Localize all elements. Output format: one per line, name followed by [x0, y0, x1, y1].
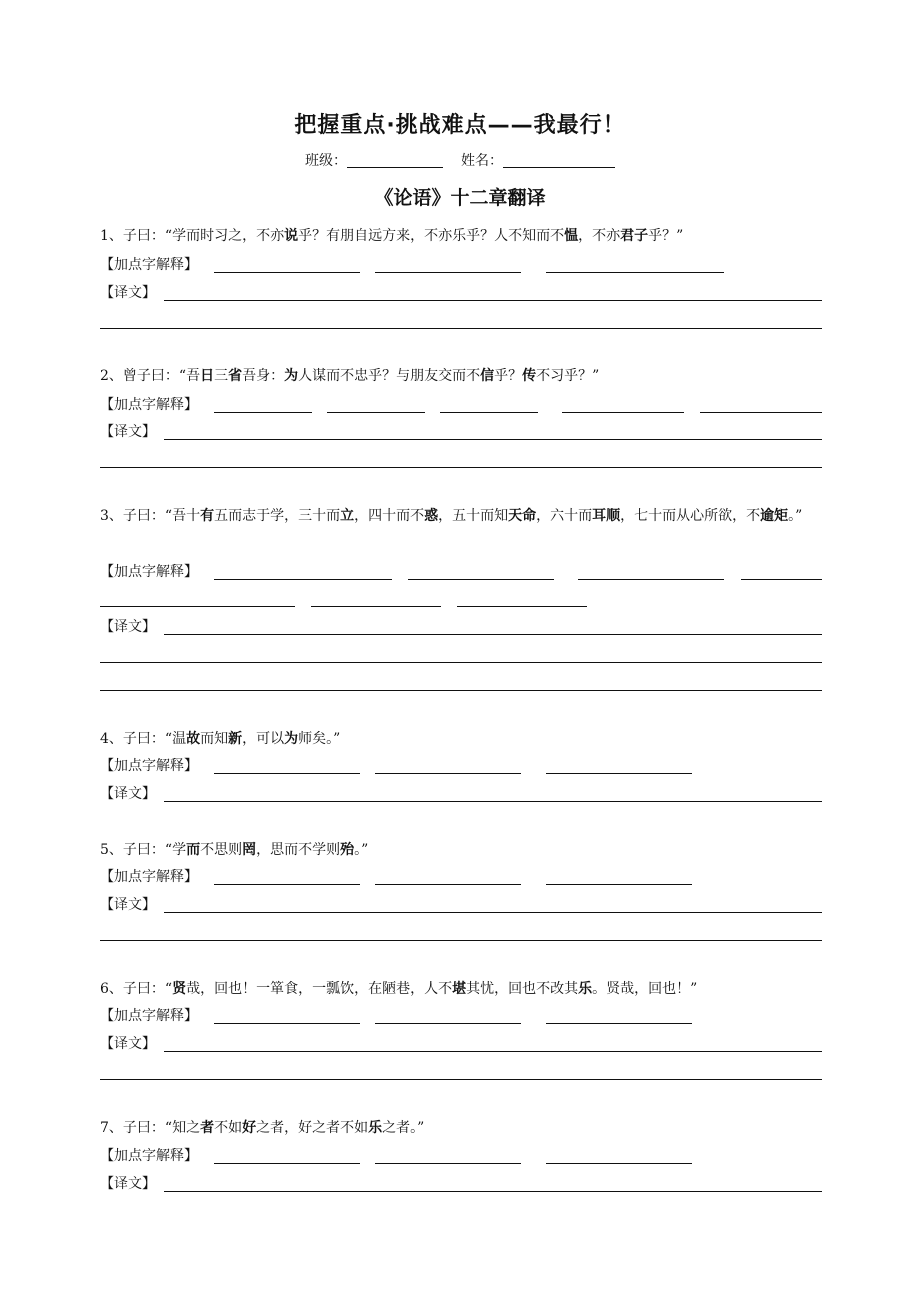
question-6-text [100, 975, 822, 1003]
section-title: 《论语》十二章翻译 [374, 187, 546, 209]
q4-text: ，可以 [242, 731, 285, 747]
class-field[interactable] [347, 153, 443, 168]
q7-text: 7、子曰：“知之 [100, 1120, 201, 1136]
q1-dotted-char: 君子 [620, 228, 649, 244]
answer-line[interactable] [214, 773, 360, 774]
question-5-text [100, 836, 822, 864]
q2-text: 三 [214, 368, 229, 384]
question-7-text [100, 1114, 822, 1142]
q6-dotted-char: 贤 [172, 981, 187, 997]
q5-dotted-char: 罔 [242, 842, 257, 858]
answer-line[interactable] [100, 662, 822, 663]
translate-label: 【译文】 [100, 1036, 156, 1052]
translate-label: 【译文】 [100, 285, 156, 301]
answer-line[interactable] [164, 912, 822, 913]
q3-dotted-char: 逾矩 [760, 508, 789, 524]
translate-label: 【译文】 [100, 619, 156, 635]
answer-line[interactable] [375, 272, 521, 273]
q4-text: 师矣。” [298, 731, 341, 747]
question-3-text [100, 502, 822, 530]
q1-dotted-char: 说 [284, 228, 299, 244]
question-6-translate-row [100, 1034, 822, 1054]
question-6-explain-row [100, 1006, 822, 1026]
answer-line[interactable] [164, 1051, 822, 1052]
q6-text: 。贤哉，回也！” [592, 981, 698, 997]
q3-text: ，七十而从心所欲，不 [620, 508, 761, 524]
q4-dotted-char: 为 [284, 731, 299, 747]
question-4-explain-row [100, 756, 822, 776]
q2-dotted-char: 省 [228, 368, 243, 384]
q3-text: ，六十而 [536, 508, 593, 524]
question-1-translate-row [100, 283, 822, 303]
answer-line[interactable] [100, 690, 822, 691]
q7-text: 不如 [214, 1120, 243, 1136]
answer-line[interactable] [214, 1023, 360, 1024]
name-label: 姓名： [461, 153, 503, 169]
student-info [0, 150, 920, 170]
q2-text: 2、曾子曰：“吾 [100, 368, 201, 384]
question-7-translate-row [100, 1174, 822, 1194]
answer-line[interactable] [375, 773, 521, 774]
question-1-text [100, 222, 822, 250]
question-7-explain-row [100, 1146, 822, 1166]
q5-text: ，思而不学则 [256, 842, 341, 858]
q2-dotted-char: 传 [522, 368, 537, 384]
answer-line[interactable] [741, 579, 822, 580]
explain-label: 【加点字解释】 [100, 1008, 198, 1024]
q6-text: 其忧，回也不改其 [466, 981, 579, 997]
answer-line[interactable] [164, 300, 822, 301]
page-title: 把握重点·挑战难点——我最行！ [294, 113, 626, 138]
translate-label: 【译文】 [100, 786, 156, 802]
answer-line[interactable] [100, 328, 822, 329]
q3-dotted-char: 立 [340, 508, 355, 524]
question-4-translate-row [100, 784, 822, 804]
q6-text: 哉，回也！一箪食，一瓢饮，在陋巷，人不 [186, 981, 453, 997]
explain-label: 【加点字解释】 [100, 869, 198, 885]
q6-dotted-char: 乐 [578, 981, 593, 997]
q7-text: 之者，好之者不如 [256, 1120, 369, 1136]
answer-line[interactable] [546, 272, 724, 273]
question-4-text [100, 725, 822, 753]
q4-text: 4、子曰：“温 [100, 731, 187, 747]
answer-line[interactable] [311, 606, 441, 607]
translate-label: 【译文】 [100, 897, 156, 913]
answer-line[interactable] [164, 801, 822, 802]
answer-line[interactable] [100, 467, 822, 468]
answer-line[interactable] [457, 606, 587, 607]
question-2-translate-row [100, 422, 822, 442]
q5-dotted-char: 殆 [340, 842, 355, 858]
answer-line[interactable] [100, 606, 295, 607]
answer-line[interactable] [327, 412, 425, 413]
answer-line[interactable] [375, 1163, 521, 1164]
q2-dotted-char: 信 [480, 368, 495, 384]
q4-dotted-char: 新 [228, 731, 243, 747]
q2-dotted-char: 为 [284, 368, 299, 384]
translate-label: 【译文】 [100, 424, 156, 440]
q1-dotted-char: 愠 [564, 228, 579, 244]
answer-line[interactable] [562, 412, 684, 413]
q3-text: 3、子曰：“吾十 [100, 508, 201, 524]
answer-line[interactable] [700, 412, 822, 413]
q5-text: 5、子曰：“学 [100, 842, 187, 858]
explain-label: 【加点字解释】 [100, 1148, 198, 1164]
answer-line[interactable] [214, 1163, 360, 1164]
q7-dotted-char: 好 [242, 1120, 257, 1136]
answer-line[interactable] [440, 412, 538, 413]
q2-dotted-char: 日 [200, 368, 215, 384]
explain-label: 【加点字解释】 [100, 564, 198, 580]
q1-text: 乎？有朋自远方来，不亦乐乎？人不知而不 [298, 228, 565, 244]
question-2-explain-row [100, 395, 822, 415]
answer-line[interactable] [546, 773, 692, 774]
answer-line[interactable] [375, 1023, 521, 1024]
answer-line[interactable] [578, 579, 724, 580]
answer-line[interactable] [214, 579, 392, 580]
question-1-explain-row [100, 255, 822, 275]
answer-line[interactable] [214, 272, 360, 273]
q5-dotted-char: 而 [186, 842, 201, 858]
question-3-translate-row [100, 617, 822, 637]
q3-text: ，五十而知 [438, 508, 509, 524]
question-2-text [100, 362, 822, 390]
explain-label: 【加点字解释】 [100, 758, 198, 774]
answer-line[interactable] [546, 1023, 692, 1024]
question-5-explain-row [100, 867, 822, 887]
q7-dotted-char: 乐 [368, 1120, 383, 1136]
answer-line[interactable] [164, 1191, 822, 1192]
q6-text: 6、子曰：“ [100, 981, 173, 997]
answer-line[interactable] [214, 884, 360, 885]
answer-line[interactable] [164, 634, 822, 635]
q2-text: 吾身： [242, 368, 285, 384]
q4-dotted-char: 故 [186, 731, 201, 747]
answer-line[interactable] [546, 1163, 692, 1164]
q3-dotted-char: 有 [200, 508, 215, 524]
name-field[interactable] [503, 153, 615, 168]
q3-text: ，四十而不 [354, 508, 425, 524]
explain-label: 【加点字解释】 [100, 257, 198, 273]
explain-label: 【加点字解释】 [100, 397, 198, 413]
q3-dotted-char: 惑 [424, 508, 439, 524]
q7-dotted-char: 者 [200, 1120, 215, 1136]
q3-text: 五而志于学，三十而 [214, 508, 341, 524]
q3-dotted-char: 耳顺 [592, 508, 621, 524]
q3-text: 。” [788, 508, 803, 524]
q2-text: 乎？ [494, 368, 523, 384]
answer-line[interactable] [408, 579, 554, 580]
q1-text: ，不亦 [578, 228, 621, 244]
answer-line[interactable] [100, 1079, 822, 1080]
answer-line[interactable] [100, 940, 822, 941]
q5-text: 不思则 [200, 842, 243, 858]
q3-dotted-char: 天命 [508, 508, 537, 524]
question-5-translate-row [100, 895, 822, 915]
q4-text: 而知 [200, 731, 229, 747]
q6-dotted-char: 堪 [452, 981, 467, 997]
q5-text: 。” [354, 842, 369, 858]
q1-text: 1、子曰：“学而时习之，不亦 [100, 228, 285, 244]
q7-text: 之者。” [382, 1120, 425, 1136]
q2-text: 不习乎？” [536, 368, 600, 384]
translate-label: 【译文】 [100, 1176, 156, 1192]
q2-text: 人谋而不忠乎？与朋友交而不 [298, 368, 481, 384]
answer-line[interactable] [546, 884, 692, 885]
class-label: 班级： [305, 153, 347, 169]
question-3-explain-row [100, 562, 822, 582]
answer-line[interactable] [164, 439, 822, 440]
q1-text: 乎？” [648, 228, 684, 244]
answer-line[interactable] [375, 884, 521, 885]
answer-line[interactable] [214, 412, 312, 413]
